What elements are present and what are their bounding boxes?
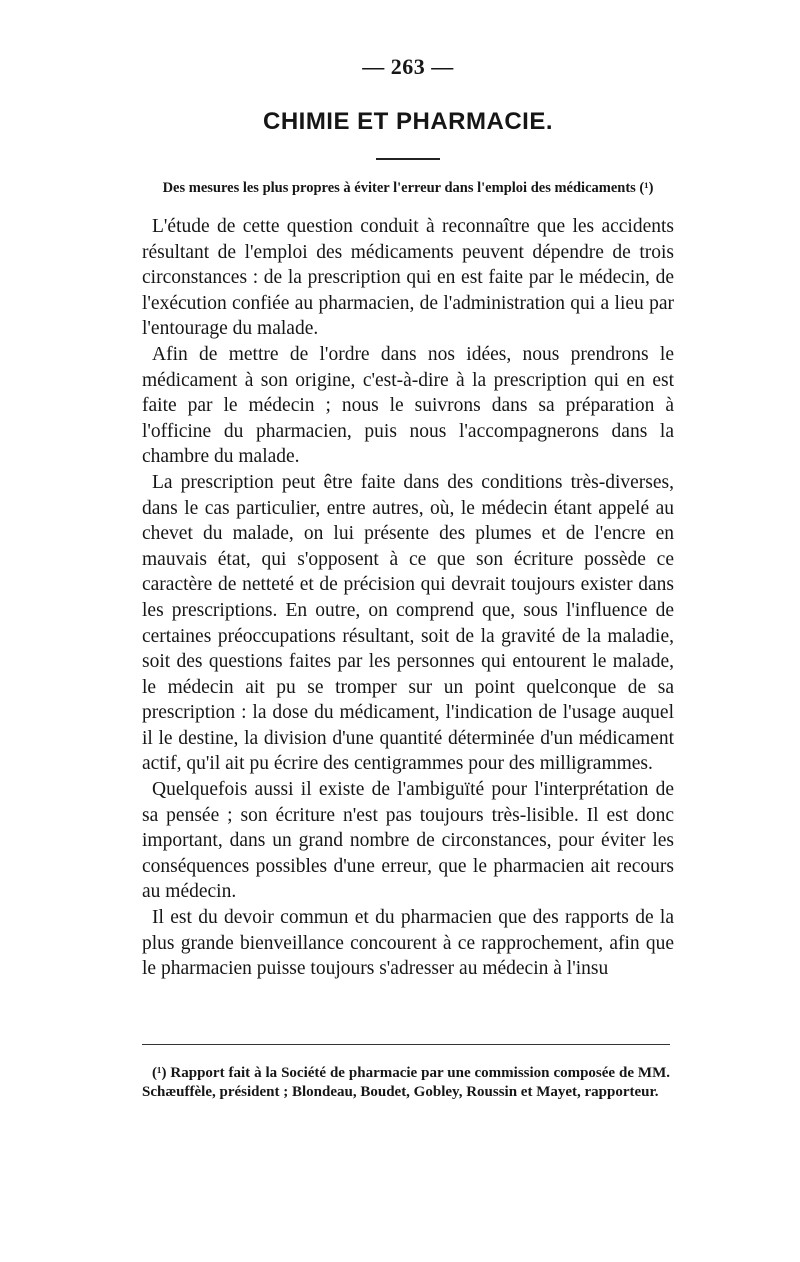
article-body <box>142 214 674 982</box>
paragraph: Afin de mettre de l'ordre dans nos idées, nous prendrons le médicament à son origine, c'est-à-dire à la prescription qui en est faite par le médecin ; nous le suivrons dans sa préparation à l'officine du pharmacien, puis nous l'accompagnerons dans la chambre du malade. <box>142 343 674 468</box>
footnote: (¹) Rapport fait à la Société de pharmacie par une commission composée de MM. Schæuffèle, président ; Blondeau, Boudet, Gobley, Roussin et Mayet, rapporteur. <box>142 1065 670 1100</box>
section-title: CHIMIE ET PHARMACIE. <box>262 108 553 135</box>
paragraph: La prescription peut être faite dans des conditions très-diverses, dans le cas particulier, entre autres, où, le médecin étant appelé au chevet du malade, on lui présente des plumes et de l'encre en mauvais état, qui s'opposent à ce que son écriture possède ce caractère de netteté et de précision qui devrait toujours exister dans les prescriptions. En outre, on comprend que, sous l'influence de certaines préoccupations résultant, soit de la gravité de la maladie, soit des questions faites par les personnes qui entourent le malade, le médecin ait pu se tromper sur un point quelconque de sa prescription : la dose du médicament, l'indication de l'usage auquel il le destine, la division d'une quantité déterminée d'un médicament actif, qu'il ait pu écrire des centigrammes pour des milligrammes. <box>142 471 674 775</box>
page-number: — 263 — <box>362 54 454 79</box>
article-title: Des mesures les plus propres à éviter l'erreur dans l'emploi des médicaments (¹) <box>162 180 654 196</box>
paragraph: Quelquefois aussi il existe de l'ambiguïté pour l'interprétation de sa pensée ; son écriture n'est pas toujours très-lisible. Il est donc important, dans un grand nombre de circonstances, pour éviter les conséquences possibles d'une erreur, que le pharmacien ait recours au médecin. <box>142 779 674 903</box>
paragraph: Il est du devoir commun et du pharmacien que des rapports de la plus grande bienveillance concourent à ce rapprochement, afin que le pharmacien puisse toujours s'adresser au médecin à l'insu <box>142 907 674 980</box>
footnote-divider <box>142 1044 670 1045</box>
book-page <box>142 52 674 1232</box>
paragraph: L'étude de cette question conduit à reconnaître que les accidents résultant de l'emploi des médicaments peuvent dépendre de trois circonstances : de la prescription qui en est faite par le médecin, de l'exécution confiée au pharmacien, de l'administration qui a lieu par l'entourage du malade. <box>142 216 674 340</box>
title-divider <box>376 158 440 160</box>
